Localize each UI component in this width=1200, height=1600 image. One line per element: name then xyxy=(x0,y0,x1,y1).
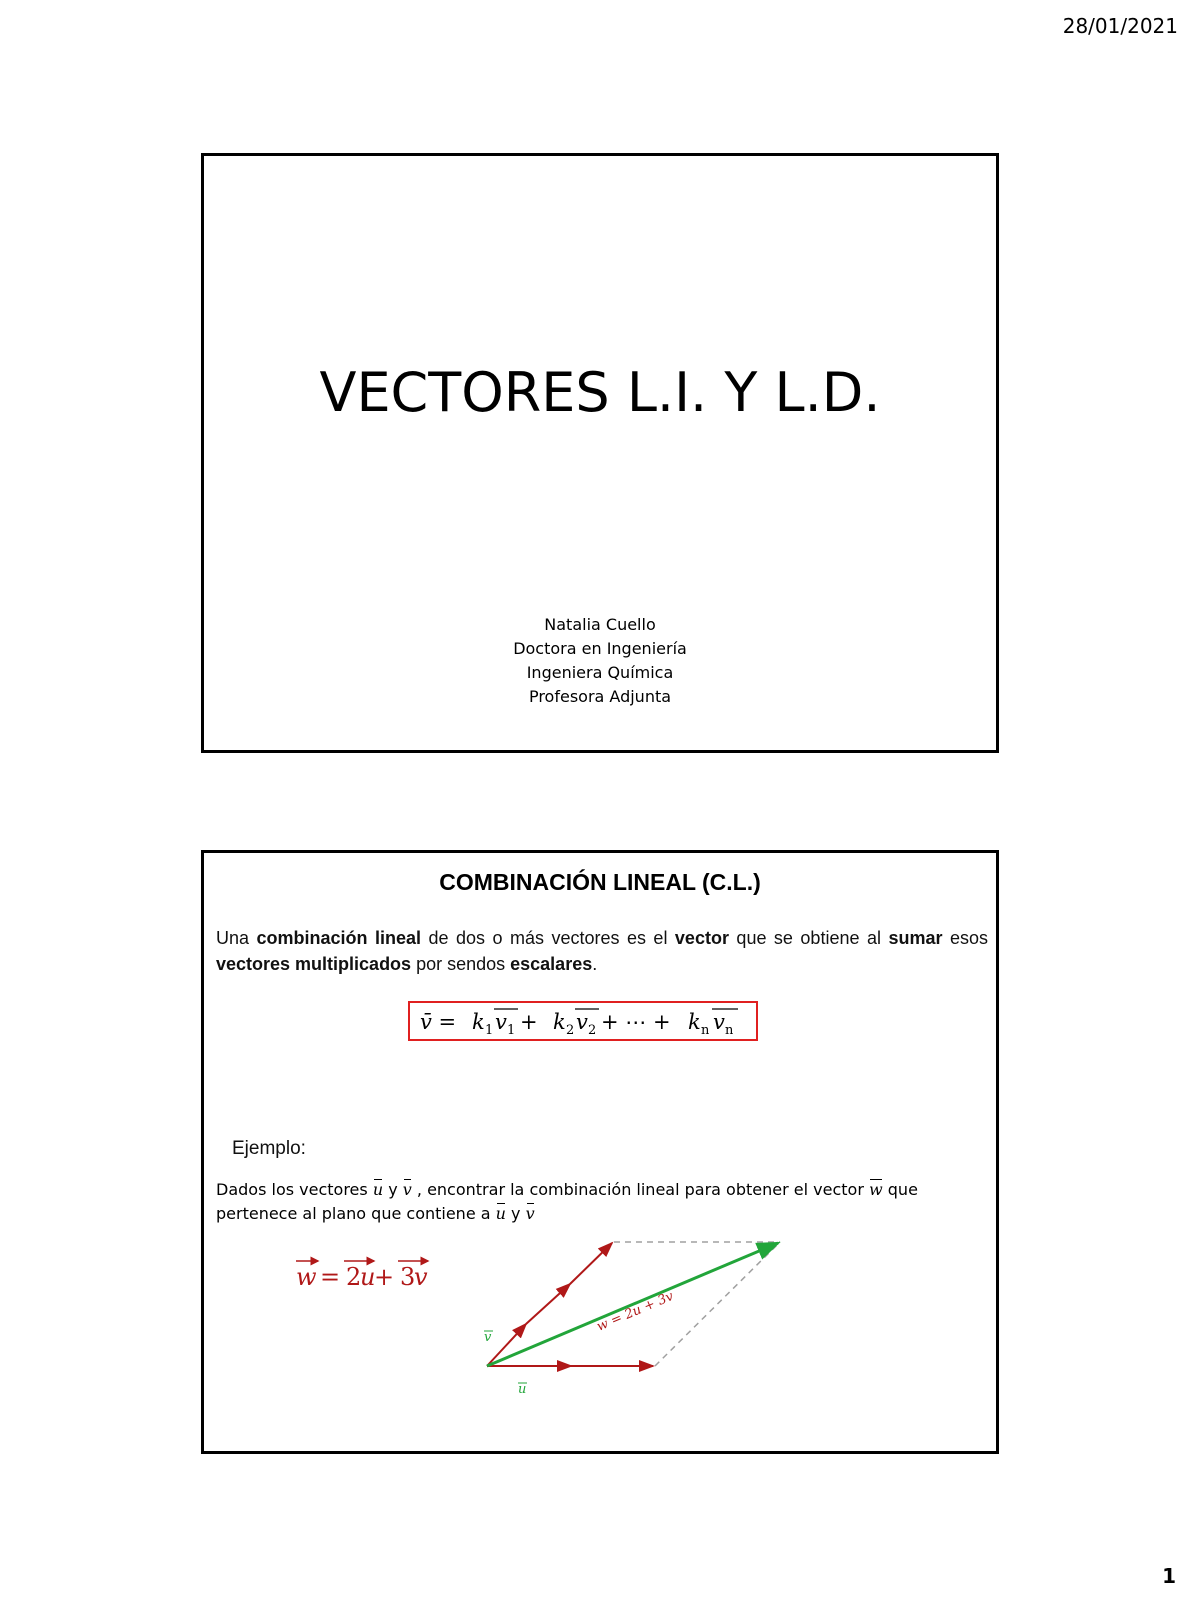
formula-lhs: v̄ = xyxy=(420,1010,457,1034)
formula-k2: k xyxy=(553,1010,566,1034)
vector-u-symbol: u xyxy=(373,1178,383,1202)
formula-w: w xyxy=(296,1263,317,1291)
example-statement: Dados los vectores u y v , encontrar la combinación lineal para obtener el vector w que pertenece al plano que contiene a u y v xyxy=(216,1178,956,1226)
vector-v-symbol: v xyxy=(403,1178,412,1202)
svg-text:2: 2 xyxy=(566,1023,575,1038)
vector-v-symbol: v xyxy=(526,1202,535,1226)
label-u: u xyxy=(518,1382,527,1397)
formula-kn: k xyxy=(688,1010,701,1034)
definition-paragraph: Una combinación lineal de dos o más vectores es el vector que se obtiene al sumar esos vectores multiplicados por sendos escalares. xyxy=(216,928,988,974)
svg-text:1: 1 xyxy=(507,1023,516,1038)
slide-title: VECTORES L.I. Y L.D. xyxy=(319,361,881,424)
formula-v: v xyxy=(414,1263,428,1291)
vector-w-symbol: w xyxy=(869,1178,883,1202)
svg-text:+ ⋯ +: + ⋯ + xyxy=(601,1010,671,1034)
author-profession: Ingeniera Química xyxy=(526,663,674,682)
page-date: 28/01/2021 xyxy=(1062,14,1178,38)
author-degree: Doctora en Ingeniería xyxy=(513,639,687,658)
svg-text:+: + xyxy=(520,1010,538,1034)
svg-text:2: 2 xyxy=(588,1023,597,1038)
author-name: Natalia Cuello xyxy=(544,615,656,634)
formula-vn: v xyxy=(713,1010,725,1034)
example-label: Ejemplo: xyxy=(232,1138,306,1159)
formula-k1: k xyxy=(472,1010,485,1034)
svg-text:n: n xyxy=(725,1023,734,1038)
svg-text:1: 1 xyxy=(485,1023,494,1038)
vector-v-segment-3 xyxy=(570,1243,612,1284)
vector-v-segment-2 xyxy=(526,1284,570,1324)
vector-diagram xyxy=(204,853,996,1451)
author-block xyxy=(204,613,996,709)
title-slide xyxy=(201,153,999,753)
label-w-formula: w = 2u + 3v xyxy=(594,1288,676,1335)
svg-text:n: n xyxy=(701,1023,710,1038)
slide-heading: COMBINACIÓN LINEAL (C.L.) xyxy=(439,869,761,895)
formula-u: u xyxy=(360,1263,376,1291)
formula-coef-3: 3 xyxy=(400,1263,416,1291)
page-number: 1 xyxy=(1162,1564,1176,1588)
vector-u-symbol: u xyxy=(496,1202,506,1226)
formula-coef-2: 2 xyxy=(346,1263,362,1291)
label-v: v xyxy=(484,1330,492,1345)
linear-combination-slide xyxy=(201,850,999,1454)
formula-v1: v xyxy=(495,1010,507,1034)
author-position: Profesora Adjunta xyxy=(528,687,672,706)
svg-text:+: + xyxy=(374,1263,395,1291)
vector-v-segment-1 xyxy=(487,1324,526,1366)
svg-text:=: = xyxy=(320,1263,341,1291)
dashed-edge-right xyxy=(655,1242,780,1366)
formula-v2: v xyxy=(576,1010,588,1034)
